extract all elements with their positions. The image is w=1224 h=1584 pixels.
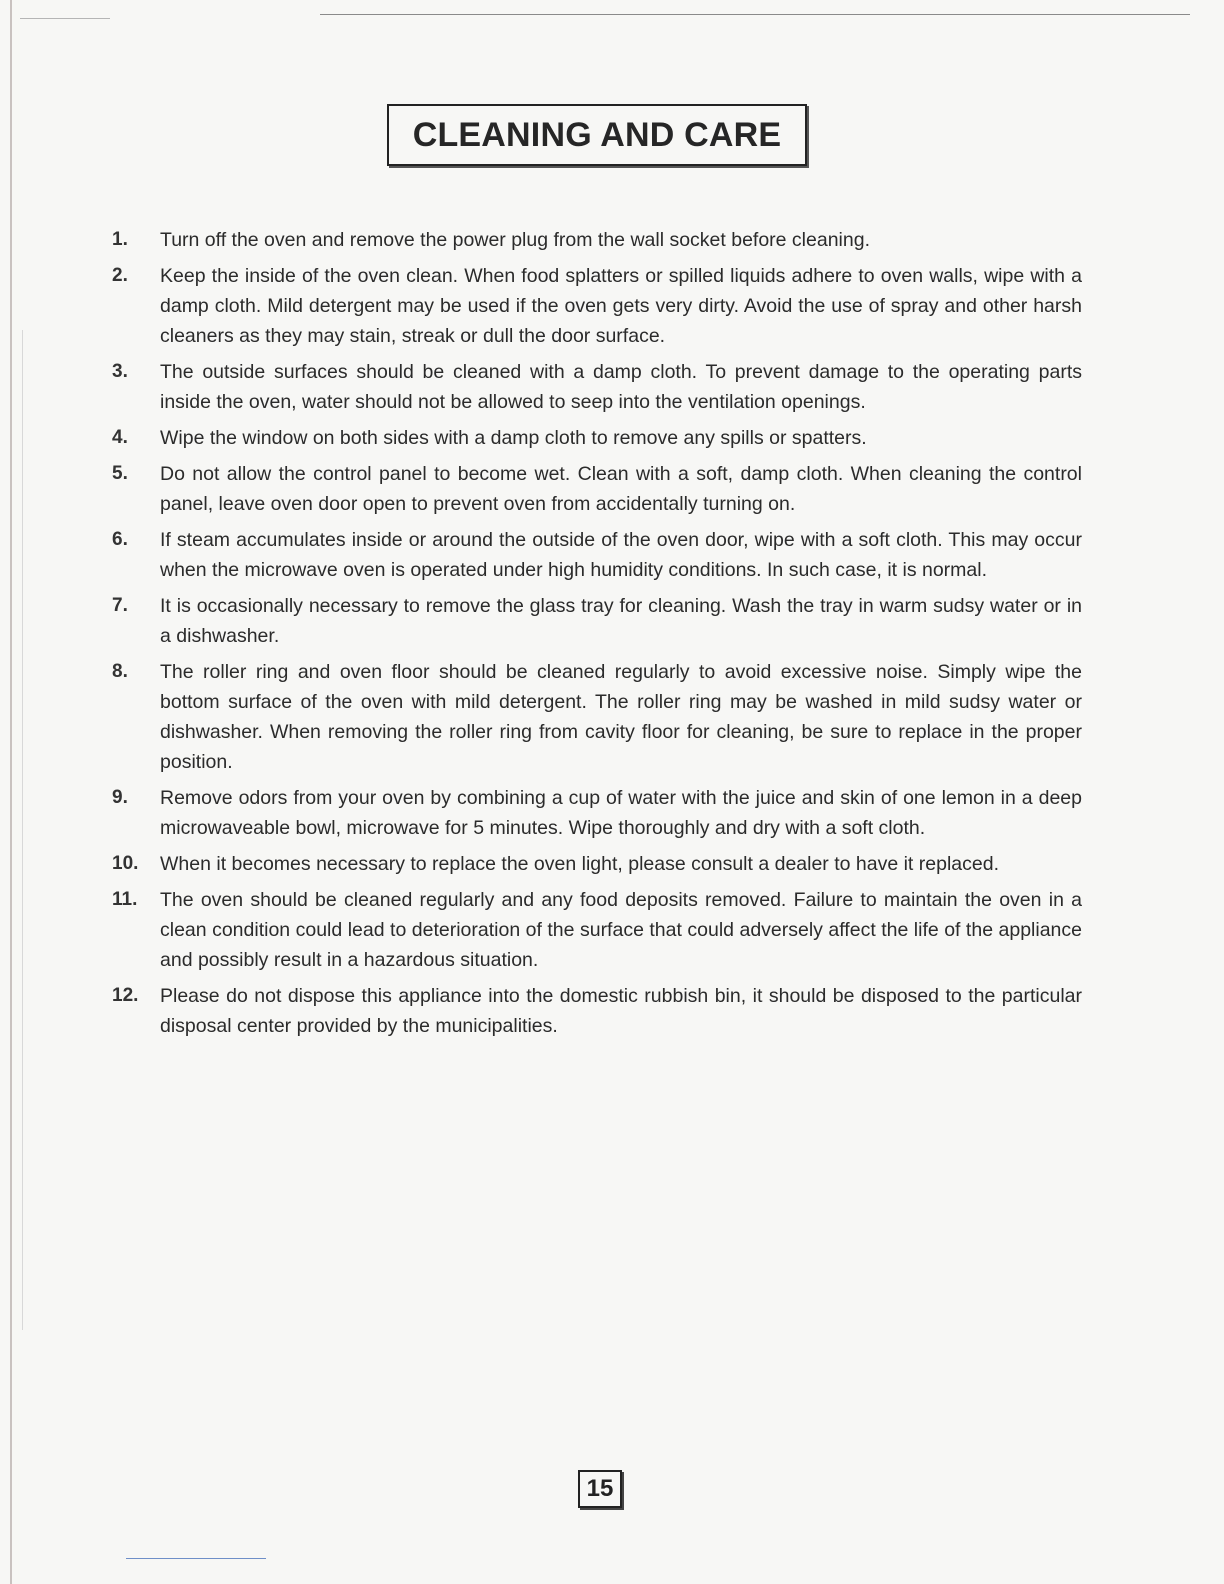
step-text: The outside surfaces should be cleaned with a damp cloth. To prevent damage to the operating parts inside the oven, water should not be allowed to seep into the ventilation openings. [160,361,1082,413]
list-item [112,225,1082,255]
list-item [112,783,1082,843]
step-number: 7. [112,595,128,616]
list-item [112,849,1082,879]
step-number: 12. [112,985,139,1006]
header-rule [320,14,1190,15]
list-item [112,357,1082,417]
list-item [112,423,1082,453]
section-title: CLEANING AND CARE [412,115,782,154]
step-text: Wipe the window on both sides with a damp cloth to remove any spills or spatters. [160,427,867,449]
step-text: Please do not dispose this appliance into the domestic rubbish bin, it should be disposed to the particular disposal center provided by the municipalities. [160,985,1082,1037]
scan-edge [22,330,23,1330]
step-number: 5. [112,463,128,484]
section-title-box [387,104,807,166]
scan-artifact-line [126,1558,266,1559]
list-item [112,657,1082,777]
step-number: 3. [112,361,128,382]
page-number: 15 [578,1470,622,1508]
step-text: The roller ring and oven floor should be cleaned regularly to avoid excessive noise. Simply wipe the bottom surface of the oven with mild detergent. The roller ring may be washed in mild sudsy water or dishwasher. When removing the roller ring from cavity floor for cleaning, be sure to replace in the proper position. [160,661,1082,773]
step-text: Do not allow the control panel to become wet. Clean with a soft, damp cloth. When cleaning the control panel, leave oven door open to prevent oven from accidentally turning on. [160,463,1082,515]
step-number: 10. [112,853,139,874]
step-text: The oven should be cleaned regularly and any food deposits removed. Failure to maintain the oven in a clean condition could lead to deterioration of the surface that could adversely affect the life of the appliance and possibly result in a hazardous situation. [160,889,1082,971]
step-text: It is occasionally necessary to remove the glass tray for cleaning. Wash the tray in warm sudsy water or in a dishwasher. [160,595,1082,647]
step-number: 1. [112,229,128,250]
step-number: 2. [112,265,128,286]
list-item [112,981,1082,1041]
step-number: 4. [112,427,128,448]
scan-edge [10,0,12,1584]
scan-artifact-line [20,18,110,19]
step-number: 9. [112,787,128,808]
list-item [112,885,1082,975]
step-text: Keep the inside of the oven clean. When food splatters or spilled liquids adhere to oven walls, wipe with a damp cloth. Mild detergent may be used if the oven gets very dirty. Avoid the use of spray and other harsh cleaners as they may stain, streak or dull the door surface. [160,265,1082,347]
list-item [112,261,1082,351]
step-number: 6. [112,529,128,550]
list-item [112,591,1082,651]
step-text: If steam accumulates inside or around the outside of the oven door, wipe with a soft cloth. This may occur when the microwave oven is operated under high humidity conditions. In such case, it is normal. [160,529,1082,581]
list-item [112,459,1082,519]
cleaning-steps-list [112,225,1082,1047]
list-item [112,525,1082,585]
step-text: When it becomes necessary to replace the oven light, please consult a dealer to have it replaced. [160,853,999,875]
step-text: Remove odors from your oven by combining a cup of water with the juice and skin of one lemon in a deep microwaveable bowl, microwave for 5 minutes. Wipe thoroughly and dry with a soft cloth. [160,787,1082,839]
step-text: Turn off the oven and remove the power plug from the wall socket before cleaning. [160,229,870,251]
step-number: 8. [112,661,128,682]
step-number: 11. [112,889,138,910]
